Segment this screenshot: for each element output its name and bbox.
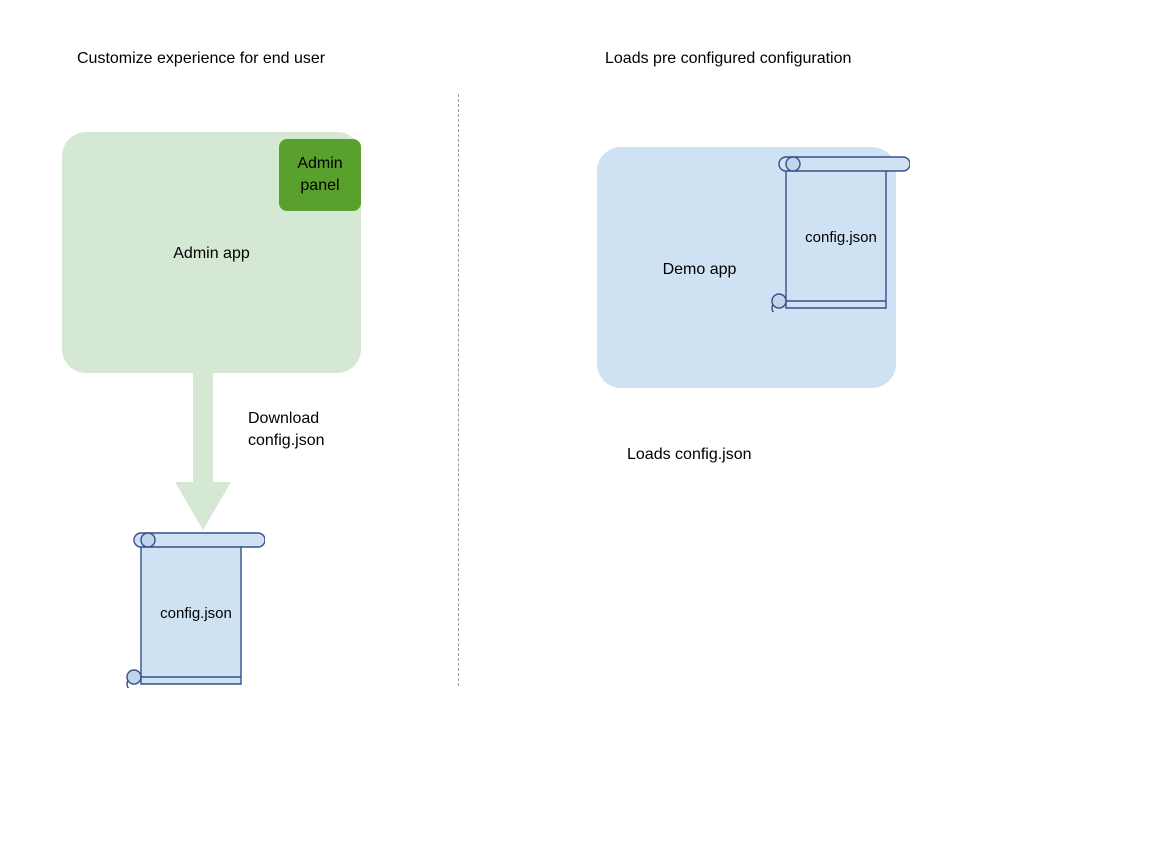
demo-app-label: Demo app (662, 261, 737, 278)
admin-panel-label-line2: panel (300, 177, 340, 194)
vertical-divider (458, 94, 460, 686)
admin-panel-button[interactable] (279, 139, 361, 211)
download-arrow-icon (175, 372, 231, 530)
left-section-caption: Customize experience for end user (77, 50, 326, 67)
admin-panel-label-line1: Admin (297, 155, 343, 172)
download-arrow-label-line2: config.json (248, 432, 325, 449)
admin-panel-label-wrap (297, 153, 342, 197)
admin-app-label: Admin app (173, 245, 250, 262)
right-section-caption: Loads pre configured configuration (605, 50, 852, 67)
config-file-label-left: config.json (160, 605, 232, 622)
loads-config-label: Loads config.json (627, 446, 752, 463)
download-arrow-label-line1: Download (248, 410, 320, 427)
config-file-label-right: config.json (805, 229, 877, 246)
download-arrow-label (248, 408, 325, 452)
